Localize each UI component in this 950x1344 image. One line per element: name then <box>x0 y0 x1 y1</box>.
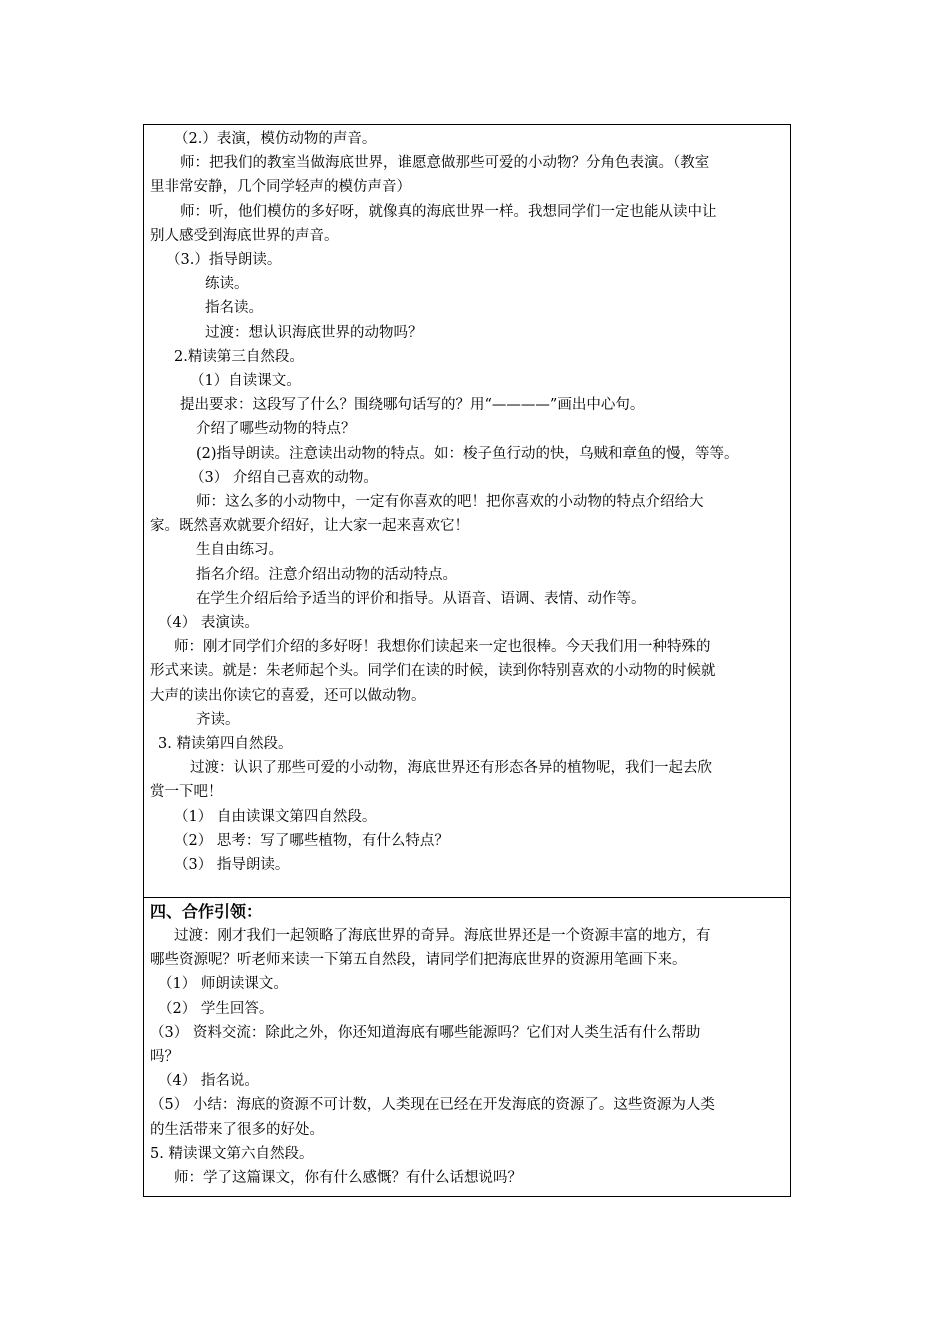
text-line: 里非常安静，几个同学轻声的模仿声音） <box>150 179 411 196</box>
text-line: （2） 思考：写了哪些植物，有什么特点？ <box>174 832 449 849</box>
text-line: 师：刚才同学们介绍的多好呀！我想你们读起来一定也很棒。今天我们用一种特殊的 <box>174 639 711 656</box>
text-line: 师：学了这篇课文，你有什么感慨？有什么话想说吗？ <box>174 1170 522 1187</box>
text-line: 生自由练习。 <box>196 542 283 559</box>
text-line: 家。既然喜欢就要介绍好，让大家一起来喜欢它！ <box>150 518 469 535</box>
text-line: 过渡：想认识海底世界的动物吗？ <box>205 324 423 341</box>
cooperation-section-cell <box>144 898 790 1196</box>
text-line: 吗？ <box>150 1049 179 1066</box>
text-line: （5） 小结：海底的资源不可计数，人类现在已经在开发海底的资源了。这些资源为人类 <box>150 1097 715 1114</box>
text-line: 提出要求：这段写了什么？围绕哪句话写的？用“————”画出中心句。 <box>180 397 645 414</box>
text-line: 指名介绍。注意介绍出动物的活动特点。 <box>196 566 457 583</box>
text-line: 形式来读。就是：朱老师起个头。同学们在读的时候，读到你特别喜欢的小动物的时候就 <box>150 663 716 680</box>
text-line: 师：把我们的教室当做海底世界，谁愿意做那些可爱的小动物？分角色表演。（教室 <box>180 155 710 172</box>
text-line: （1） 自由读课文第四自然段。 <box>174 808 377 825</box>
text-line: 过渡：刚才我们一起领略了海底世界的奇异。海底世界还是一个资源丰富的地方，有 <box>174 928 711 944</box>
text-line: （3.）指导朗读。 <box>166 252 282 269</box>
text-line: 练读。 <box>205 276 249 293</box>
text-line: 大声的读出你读它的喜爱，还可以做动物。 <box>150 687 426 704</box>
text-line: （4） 指名说。 <box>158 1073 259 1090</box>
section-heading: 四、合作引领： <box>150 902 263 921</box>
text-line: （3） 介绍自己喜欢的动物。 <box>190 469 378 486</box>
reading-section-cell <box>144 125 790 898</box>
text-line: 3. 精读第四自然段。 <box>158 736 293 753</box>
text-line: 别人感受到海底世界的声音。 <box>150 227 339 244</box>
text-line: （3） 指导朗读。 <box>174 857 290 874</box>
lesson-plan-table <box>143 124 791 1197</box>
text-line: 赏一下吧！ <box>150 784 223 801</box>
text-line: 师：听，他们模仿的多好呀，就像真的海底世界一样。我想同学们一定也能从读中让 <box>180 203 717 220</box>
text-line: （1） 师朗读课文。 <box>158 976 288 993</box>
text-line: 的生活带来了很多的好处。 <box>150 1121 324 1138</box>
text-line: （4） 表演读。 <box>158 615 259 632</box>
text-line: （2.）表演，模仿动物的声音。 <box>174 131 377 147</box>
text-line: （3） 资料交流：除此之外，你还知道海底有哪些能源吗？它们对人类生活有什么帮助 <box>150 1024 701 1041</box>
text-line: 介绍了哪些动物的特点？ <box>196 421 356 438</box>
text-line: （1）自读课文。 <box>190 373 301 390</box>
text-line: 师：这么多的小动物中，一定有你喜欢的吧！把你喜欢的小动物的特点介绍给大 <box>196 494 704 511</box>
text-line: 齐读。 <box>196 711 240 728</box>
text-line: 2.精读第三自然段。 <box>174 348 304 365</box>
text-line: (2)指导朗读。注意读出动物的特点。如：梭子鱼行动的快，乌贼和章鱼的慢，等等。 <box>196 445 739 462</box>
text-line: 过渡：认识了那些可爱的小动物，海底世界还有形态各异的植物呢，我们一起去欣 <box>190 760 712 777</box>
text-line: （2） 学生回答。 <box>158 1000 274 1017</box>
text-line: 指名读。 <box>205 300 263 317</box>
text-line: 5. 精读课文第六自然段。 <box>150 1145 314 1162</box>
text-line: 在学生介绍后给予适当的评价和指导。从语音、语调、表情、动作等。 <box>196 590 646 607</box>
text-line: 哪些资源呢？听老师来读一下第五自然段，请同学们把海底世界的资源用笔画下来。 <box>150 952 687 969</box>
